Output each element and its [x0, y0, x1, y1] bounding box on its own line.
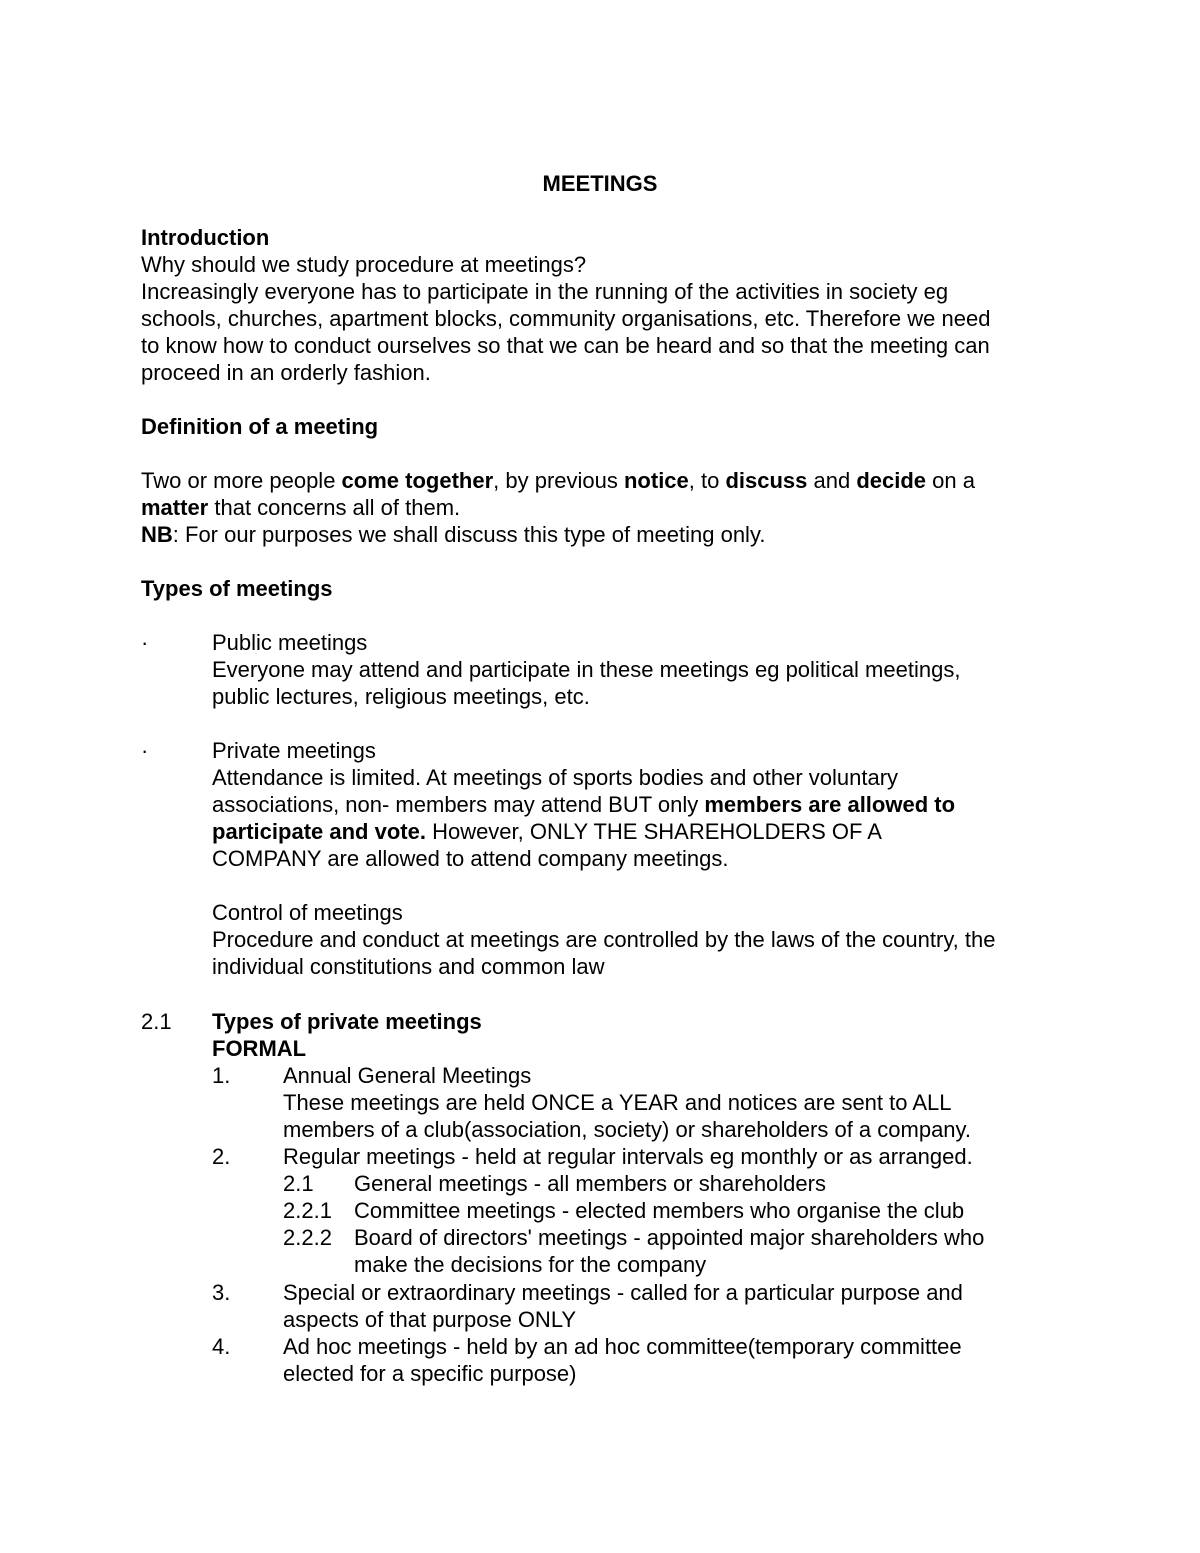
list-item-number: 4. — [212, 1334, 231, 1359]
text-run: and — [807, 468, 857, 493]
introduction-question: Why should we study procedure at meetings? — [141, 252, 587, 277]
definition-section — [141, 413, 1071, 440]
list-item-line: Ad hoc meetings - held by an ad hoc committee(temporary committee — [283, 1334, 962, 1359]
public-meetings-line: Everyone may attend and participate in these meetings eg political meetings, — [212, 657, 961, 682]
text-run: that concerns all of them. — [208, 495, 461, 520]
list-item — [283, 1279, 1063, 1333]
bullet-icon: · — [141, 630, 149, 655]
emphasis: participate and vote. — [212, 819, 426, 844]
list-item — [283, 1143, 1063, 1170]
control-of-meetings-line: Procedure and conduct at meetings are controlled by the laws of the country, the — [212, 927, 996, 952]
list-item-line: elected for a specific purpose) — [283, 1361, 577, 1386]
sub-item-line: make the decisions for the company — [354, 1252, 707, 1277]
types-heading: Types of meetings — [141, 576, 333, 601]
section-subheading: FORMAL — [212, 1036, 307, 1061]
list-item-line: These meetings are held ONCE a YEAR and notices are sent to ALL — [283, 1090, 952, 1115]
definition-body — [141, 467, 1071, 548]
sub-item-number: 2.2.1 — [283, 1198, 332, 1223]
sub-item — [354, 1224, 1054, 1278]
emphasis: notice — [623, 468, 689, 493]
nb-note — [141, 521, 1071, 548]
private-meetings-line — [212, 791, 1072, 818]
emphasis: discuss — [725, 468, 808, 493]
list-item-number: 3. — [212, 1280, 231, 1305]
emphasis: matter — [141, 495, 209, 520]
text-run: However, ONLY THE SHAREHOLDERS OF A — [425, 819, 882, 844]
introduction-line: schools, churches, apartment blocks, community organisations, etc. Therefore we need — [141, 306, 991, 331]
emphasis: members are allowed to — [704, 792, 956, 817]
list-item-line: Special or extraordinary meetings - called for a particular purpose and — [283, 1280, 963, 1305]
section-2-1-headings — [212, 1008, 1072, 1062]
private-meetings-item — [212, 737, 1072, 872]
public-meetings-title: Public meetings — [212, 630, 368, 655]
introduction-line: proceed in an orderly fashion. — [141, 360, 431, 385]
list-item-line: Regular meetings - held at regular intervals eg monthly or as arranged. — [283, 1144, 973, 1169]
private-meetings-line: COMPANY are allowed to attend company meetings. — [212, 846, 729, 871]
emphasis: come together — [341, 468, 494, 493]
sub-item-line: Committee meetings - elected members who organise the club — [354, 1198, 965, 1223]
public-meetings-line: public lectures, religious meetings, etc. — [212, 684, 590, 709]
text-run: on a — [926, 468, 975, 493]
definition-line-2 — [141, 494, 1071, 521]
list-item-number: 1. — [212, 1063, 231, 1088]
list-item-number: 2. — [212, 1144, 231, 1169]
introduction-line: Increasingly everyone has to participate in the running of the activities in society eg — [141, 279, 949, 304]
list-item-line: members of a club(association, society) or shareholders of a company. — [283, 1117, 972, 1142]
text-run: , by previous — [493, 468, 624, 493]
control-of-meetings-title: Control of meetings — [212, 900, 403, 925]
introduction-heading: Introduction — [141, 225, 270, 250]
emphasis: decide — [856, 468, 927, 493]
list-item — [283, 1062, 1063, 1143]
introduction-section — [141, 224, 1071, 386]
section-heading: Types of private meetings — [212, 1009, 482, 1034]
sub-item-line: General meetings - all members or shareholders — [354, 1171, 826, 1196]
control-of-meetings-item — [212, 899, 1072, 980]
sub-item — [354, 1170, 1054, 1197]
control-of-meetings-line: individual constitutions and common law — [212, 954, 605, 979]
private-meetings-line — [212, 818, 1072, 845]
sub-item — [354, 1197, 1054, 1224]
types-heading-block — [141, 575, 1071, 602]
nb-label: NB — [141, 522, 173, 547]
text-run: Two or more people — [141, 468, 342, 493]
page-title: MEETINGS — [542, 171, 658, 196]
sub-item-number: 2.2.2 — [283, 1225, 332, 1250]
definition-heading: Definition of a meeting — [141, 414, 379, 439]
text-run: associations, non- members may attend BUT only — [212, 792, 705, 817]
sub-item-line: Board of directors' meetings - appointed major shareholders who — [354, 1225, 985, 1250]
sub-item-number: 2.1 — [283, 1171, 314, 1196]
private-meetings-line: Attendance is limited. At meetings of sports bodies and other voluntary — [212, 765, 899, 790]
definition-line-1 — [141, 467, 1071, 494]
bullet-icon: · — [141, 738, 149, 763]
text-run: , to — [688, 468, 726, 493]
introduction-line: to know how to conduct ourselves so that we can be heard and so that the meeting can — [141, 333, 990, 358]
private-meetings-title: Private meetings — [212, 738, 376, 763]
section-number: 2.1 — [141, 1009, 172, 1034]
text-run: : For our purposes we shall discuss this type of meeting only. — [172, 522, 766, 547]
list-item — [283, 1333, 1063, 1387]
public-meetings-item — [212, 629, 1072, 710]
list-item-line: aspects of that purpose ONLY — [283, 1307, 577, 1332]
list-item-line: Annual General Meetings — [283, 1063, 532, 1088]
